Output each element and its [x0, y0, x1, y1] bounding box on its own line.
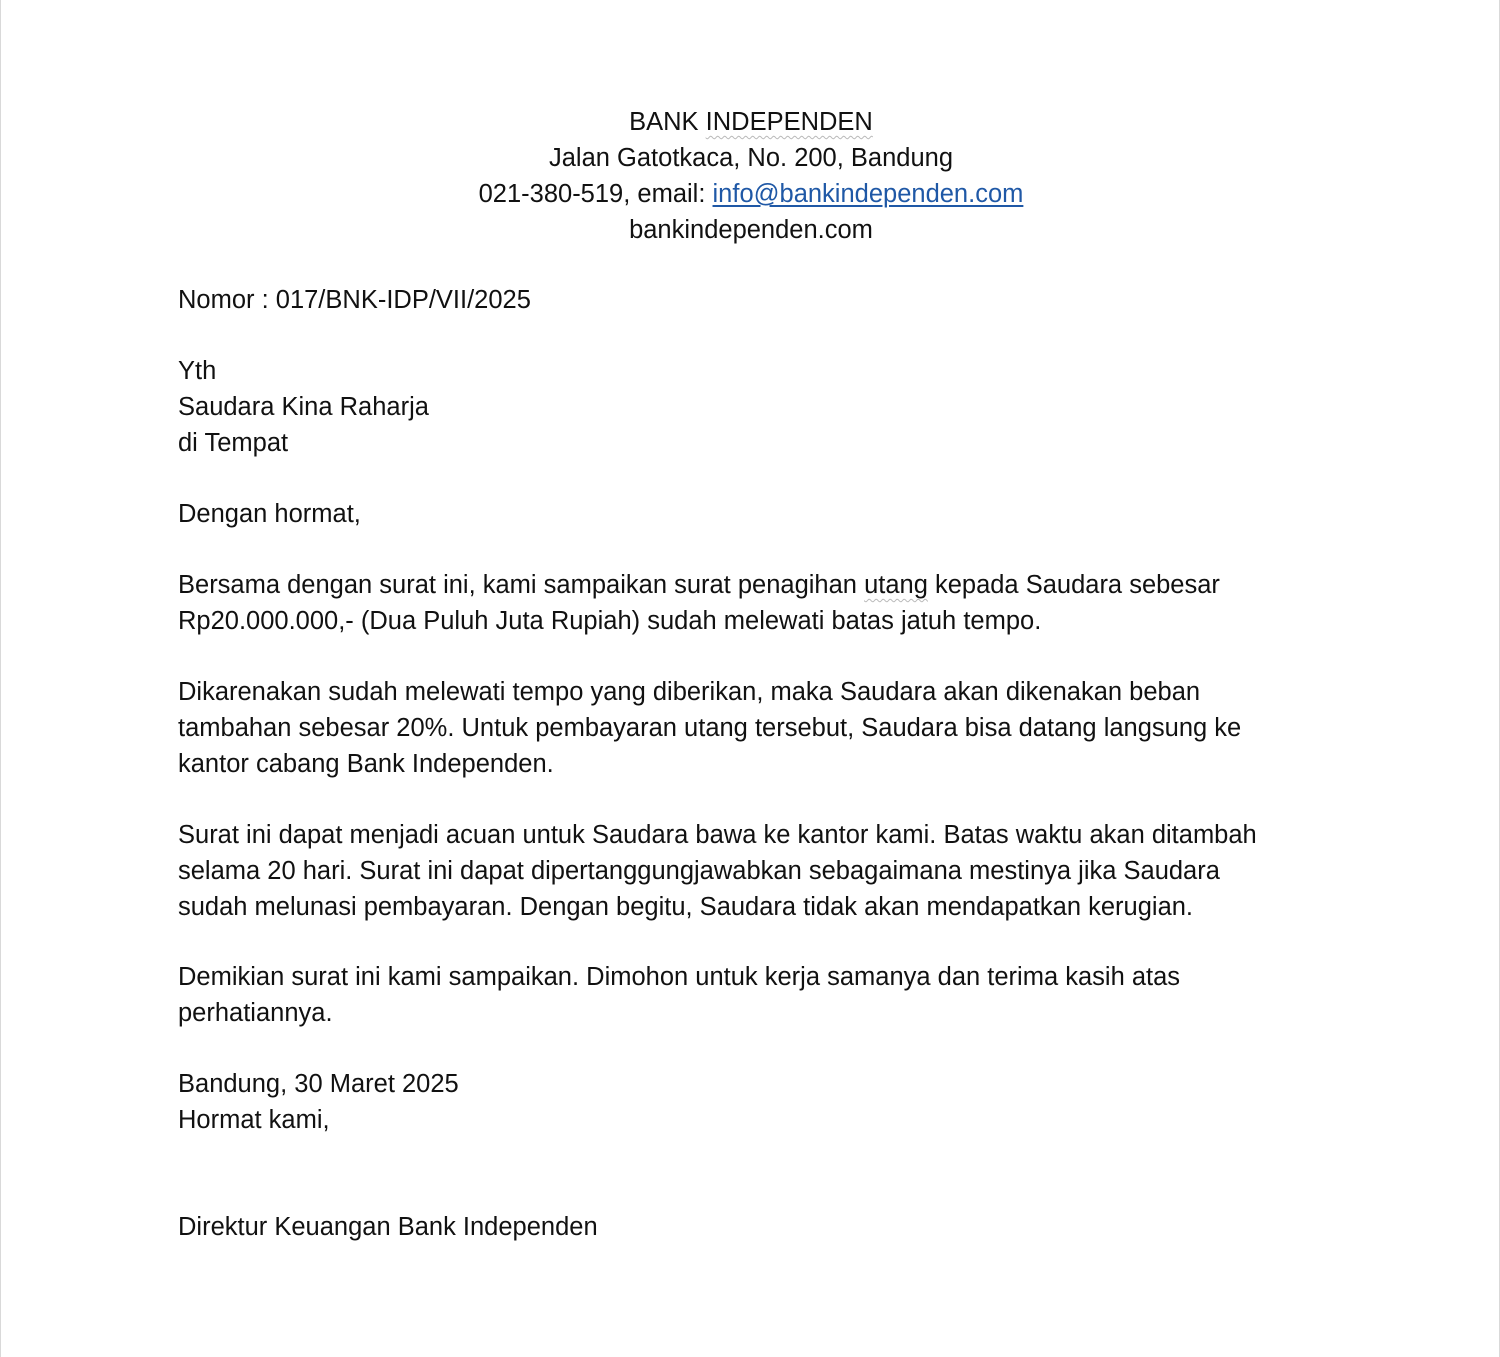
bank-address: Jalan Gatotkaca, No. 200, Bandung — [548, 144, 954, 172]
p1-utang-word: utang — [864, 571, 928, 599]
bank-name-word: INDEPENDEN — [705, 108, 873, 136]
paragraph-2-line-3: kantor cabang Bank Independen. — [178, 750, 554, 778]
recipient-name: Saudara Kina Raharja — [178, 393, 429, 421]
p1-text-b: kepada Saudara sebesar — [927, 571, 1220, 599]
opening-block — [178, 496, 1324, 532]
signatory-block — [178, 1209, 1324, 1245]
recipient-block — [178, 353, 1324, 461]
paragraph-3-line-3: sudah melunasi pembayaran. Dengan begitu, Saudara tidak akan mendapatkan kerugian. — [178, 893, 1194, 921]
paragraph-2 — [178, 674, 1324, 782]
paragraph-4-line-2: perhatiannya. — [178, 999, 333, 1027]
recipient-salutation: Yth — [178, 357, 217, 385]
closing-regards: Hormat kami, — [178, 1106, 330, 1134]
closing-block — [178, 1066, 1324, 1138]
reference-number-block — [178, 282, 1324, 318]
p1-text-a: Bersama dengan surat ini, kami sampaikan surat penagihan — [178, 571, 865, 599]
opening-greeting: Dengan hormat, — [178, 500, 361, 528]
signatory-title: Direktur Keuangan Bank Independen — [178, 1213, 598, 1241]
paragraph-2-line-2: tambahan sebesar 20%. Untuk pembayaran utang tersebut, Saudara bisa datang langsung ke — [178, 714, 1242, 742]
bank-website: bankindependen.com — [629, 216, 873, 244]
paragraph-3 — [178, 817, 1324, 925]
paragraph-2-line-1: Dikarenakan sudah melewati tempo yang diberikan, maka Saudara akan dikenakan beban — [178, 678, 1201, 706]
paragraph-3-line-2: selama 20 hari. Surat ini dapat dipertanggungjawabkan sebagaimana mestinya jika Saudara — [178, 857, 1220, 885]
paragraph-4-line-1: Demikian surat ini kami sampaikan. Dimohon untuk kerja samanya dan terima kasih atas — [178, 963, 1181, 991]
bank-name — [178, 104, 1324, 140]
recipient-location: di Tempat — [178, 429, 289, 457]
paragraph-4 — [178, 959, 1324, 1031]
letterhead — [178, 104, 1324, 248]
paragraph-1-line-2: Rp20.000.000,- (Dua Puluh Juta Rupiah) sudah melewati batas jatuh tempo. — [178, 607, 1042, 635]
paragraph-3-line-1: Surat ini dapat menjadi acuan untuk Saudara bawa ke kantor kami. Batas waktu akan ditambah — [178, 821, 1257, 849]
paragraph-1-line-1 — [178, 567, 1324, 603]
email-link[interactable]: info@bankindependen.com — [712, 180, 1024, 208]
contact-prefix: 021-380-519, email: — [478, 180, 713, 208]
closing-place-date: Bandung, 30 Maret 2025 — [178, 1070, 459, 1098]
paragraph-1 — [178, 567, 1324, 639]
bank-name-prefix: BANK — [629, 108, 706, 136]
reference-number: Nomor : 017/BNK-IDP/VII/2025 — [178, 286, 531, 314]
bank-contact — [178, 176, 1324, 212]
